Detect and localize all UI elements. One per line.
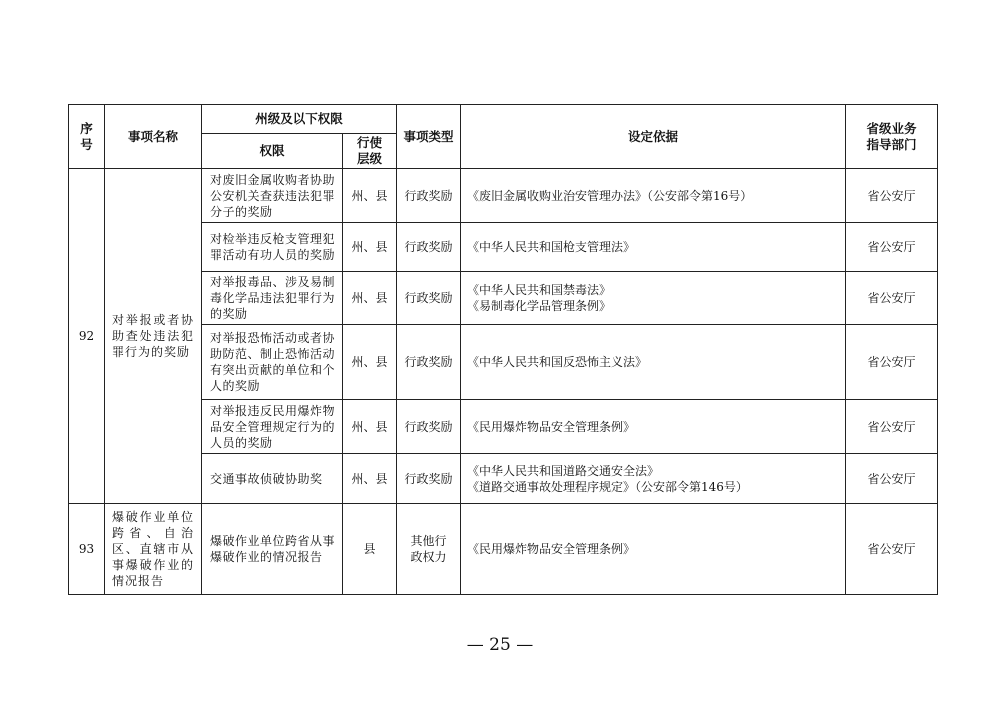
header-power: 权限 — [202, 134, 343, 169]
power-cell: 交通事故侦破协助奖 — [202, 454, 343, 504]
basis-cell — [461, 272, 846, 325]
type-cell: 其他行政权力 — [397, 504, 461, 595]
type-cell: 行政奖励 — [397, 169, 461, 223]
level-cell: 州、县 — [343, 325, 397, 400]
basis-cell — [461, 504, 846, 595]
dept-cell: 省公安厅 — [846, 325, 938, 400]
header-basis: 设定依据 — [461, 105, 846, 169]
header-item-name: 事项名称 — [105, 105, 202, 169]
page-number: — 25 — — [466, 635, 534, 655]
level-cell: 州、县 — [343, 272, 397, 325]
header-level: 行使层级 — [343, 134, 397, 169]
basis-line: 《民用爆炸物品安全管理条例》 — [467, 419, 636, 434]
item-name-93: 爆破作业单位跨省、自治区、直辖市从事爆破作业的情况报告 — [105, 504, 202, 595]
basis-cell — [461, 223, 846, 272]
dept-cell: 省公安厅 — [846, 223, 938, 272]
basis-line: 《中华人民共和国枪支管理法》 — [467, 240, 636, 254]
dept-cell: 省公安厅 — [846, 504, 938, 595]
basis-line: 《废旧金属收购业治安管理办法》（公安部令第16号） — [467, 188, 753, 203]
type-cell: 行政奖励 — [397, 325, 461, 400]
basis-line: 《中华人民共和国禁毒法》 — [467, 283, 612, 297]
basis-line: 《中华人民共和国道路交通安全法》 — [467, 463, 660, 478]
power-cell: 对举报毒品、涉及易制毒化学品违法犯罪行为的奖励 — [202, 272, 343, 325]
basis-line: 《易制毒化学品管理条例》 — [467, 299, 612, 313]
header-dept: 省级业务指导部门 — [846, 105, 938, 169]
seq-cell-93: 93 — [69, 504, 105, 595]
basis-line: 《道路交通事故处理程序规定》（公安部令第146号） — [467, 479, 748, 494]
basis-cell — [461, 454, 846, 504]
basis-line: 《中华人民共和国反恐怖主义法》 — [467, 355, 648, 369]
power-cell: 对举报违反民用爆炸物品安全管理规定行为的人员的奖励 — [202, 400, 343, 454]
type-cell: 行政奖励 — [397, 223, 461, 272]
seq-cell-92: 92 — [69, 169, 105, 504]
basis-cell — [461, 400, 846, 454]
dept-cell: 省公安厅 — [846, 272, 938, 325]
dept-cell: 省公安厅 — [846, 454, 938, 504]
dept-cell: 省公安厅 — [846, 400, 938, 454]
type-cell: 行政奖励 — [397, 454, 461, 504]
level-cell: 州、县 — [343, 169, 397, 223]
level-cell: 县 — [343, 504, 397, 595]
dept-cell: 省公安厅 — [846, 169, 938, 223]
table-header — [69, 105, 938, 169]
power-cell: 对检举违反枪支管理犯罪活动有功人员的奖励 — [202, 223, 343, 272]
table-row — [69, 169, 938, 223]
power-cell: 对举报恐怖活动或者协助防范、制止恐怖活动有突出贡献的单位和个人的奖励 — [202, 325, 343, 400]
basis-line: 《民用爆炸物品安全管理条例》 — [467, 542, 636, 556]
level-cell: 州、县 — [343, 400, 397, 454]
type-cell: 行政奖励 — [397, 272, 461, 325]
basis-cell — [461, 169, 846, 223]
header-seq: 序号 — [69, 105, 105, 169]
level-cell: 州、县 — [343, 454, 397, 504]
level-cell: 州、县 — [343, 223, 397, 272]
authority-table — [68, 104, 938, 595]
type-cell: 行政奖励 — [397, 400, 461, 454]
header-type: 事项类型 — [397, 105, 461, 169]
power-cell: 对废旧金属收购者协助公安机关查获违法犯罪分子的奖励 — [202, 169, 343, 223]
power-cell: 爆破作业单位跨省从事爆破作业的情况报告 — [202, 504, 343, 595]
header-group: 州级及以下权限 — [202, 105, 397, 134]
basis-cell — [461, 325, 846, 400]
table-row — [69, 504, 938, 595]
item-name-92: 对举报或者协助查处违法犯罪行为的奖励 — [105, 169, 202, 504]
